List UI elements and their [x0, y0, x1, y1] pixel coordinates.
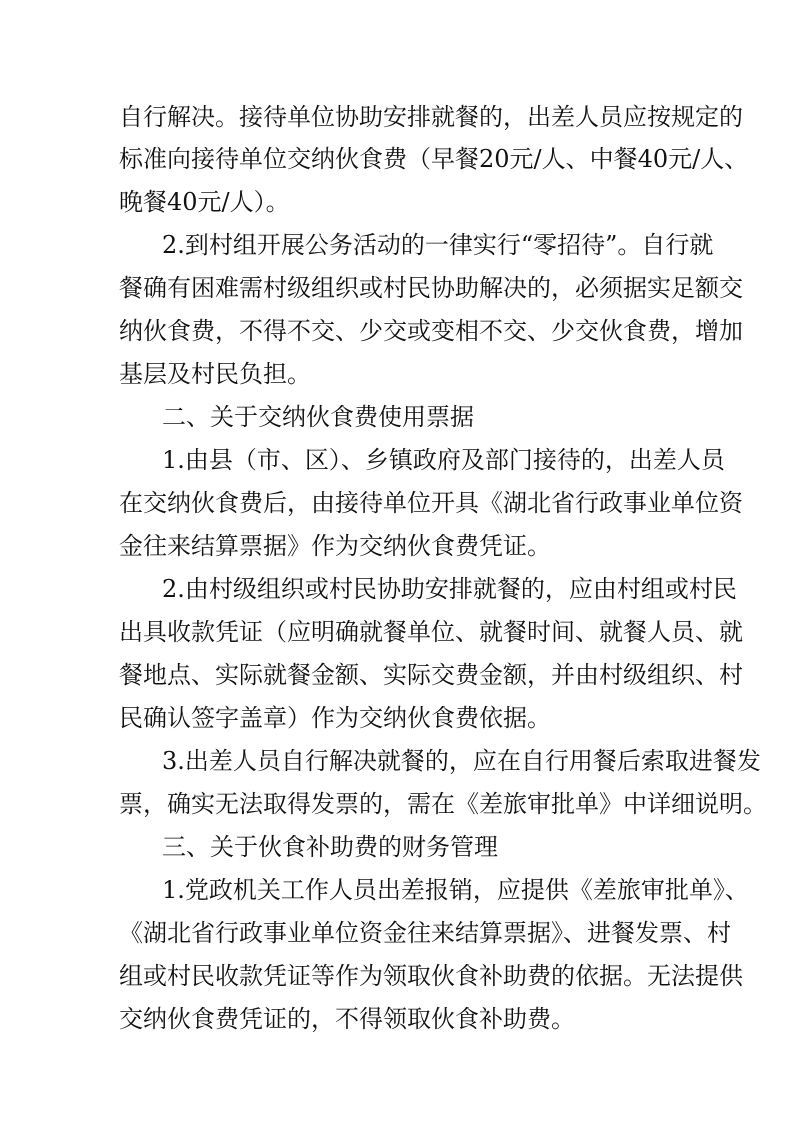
- text-line-content: 票，确实无法取得发票的，需在《差旅审批单》中详细说明。: [119, 790, 767, 818]
- text-line-content: 2.到村组开展公务活动的一律实行“零招待”。自行就: [162, 231, 714, 259]
- text-line: [0, 866, 800, 914]
- text-line: [0, 135, 800, 183]
- text-line-content: 纳伙食费，不得不交、少交或变相不交、少交伙食费，增加: [119, 317, 743, 345]
- text-line: [0, 522, 800, 570]
- text-line-content: 民确认签字盖章）作为交纳伙食费依据。: [119, 704, 551, 732]
- text-line-content: 基层及村民负担。: [119, 360, 311, 388]
- text-line-content: 在交纳伙食费后，由接待单位开具《湖北省行政事业单位资: [119, 489, 743, 517]
- text-line: [0, 909, 800, 957]
- section-heading-text: 二、关于交纳伙食费使用票据: [162, 403, 474, 431]
- text-line: [0, 737, 800, 785]
- text-line: [0, 178, 800, 226]
- text-line: [0, 264, 800, 312]
- text-line: [0, 350, 800, 398]
- text-line-content: 金往来结算票据》作为交纳伙食费凭证。: [119, 532, 551, 560]
- section-heading: [0, 823, 800, 871]
- text-line-content: 组或村民收款凭证等作为领取伙食补助费的依据。无法提供: [119, 962, 743, 990]
- text-line-content: 晚餐40元/人）。: [119, 188, 290, 216]
- text-line: [0, 479, 800, 527]
- text-line: [0, 780, 800, 828]
- text-line: [0, 694, 800, 742]
- text-line: [0, 436, 800, 484]
- text-line: [0, 651, 800, 699]
- text-line: [0, 952, 800, 1000]
- text-line-content: 标准向接待单位交纳伙食费（早餐20元/人、中餐40元/人、: [119, 145, 749, 173]
- text-line: [0, 221, 800, 269]
- text-line-content: 3.出差人员自行解决就餐的，应在自行用餐后索取进餐发: [162, 747, 761, 775]
- text-line: [0, 608, 800, 656]
- text-line-content: 交纳伙食费凭证的，不得领取伙食补助费。: [119, 1005, 575, 1033]
- text-line: [0, 93, 800, 141]
- text-line-content: 餐确有困难需村级组织或村民协助解决的，必须据实足额交: [119, 274, 743, 302]
- text-line-content: 1.党政机关工作人员出差报销，应提供《差旅审批单》、: [162, 876, 749, 904]
- text-line-content: 自行解决。接待单位协助安排就餐的，出差人员应按规定的: [119, 103, 743, 131]
- section-heading-text: 三、关于伙食补助费的财务管理: [162, 833, 498, 861]
- text-line-content: 餐地点、实际就餐金额、实际交费金额，并由村级组织、村: [119, 661, 743, 689]
- text-line-content: 出具收款凭证（应明确就餐单位、就餐时间、就餐人员、就: [119, 618, 743, 646]
- text-line: [0, 995, 800, 1043]
- text-line-content: 1.由县（市、区）、乡镇政府及部门接待的，出差人员: [162, 446, 725, 474]
- text-line: [0, 565, 800, 613]
- section-heading: [0, 393, 800, 441]
- text-line-content: 2.由村级组织或村民协助安排就餐的，应由村组或村民: [162, 575, 737, 603]
- text-line: [0, 307, 800, 355]
- text-line-content: 《湖北省行政事业单位资金往来结算票据》、进餐发票、村: [119, 919, 731, 947]
